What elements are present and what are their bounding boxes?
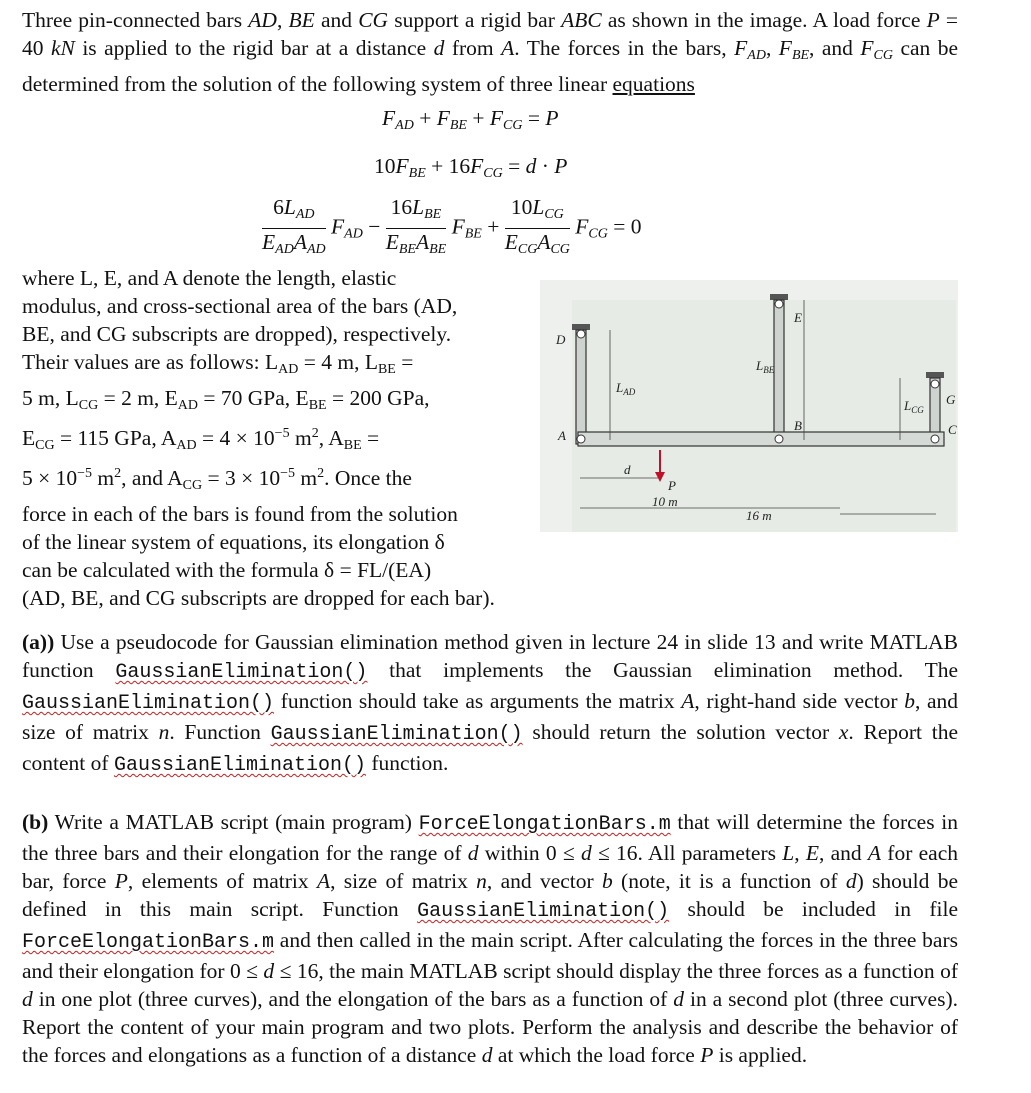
text: from bbox=[444, 36, 502, 60]
text: AD bbox=[248, 8, 277, 32]
equation-block bbox=[22, 98, 958, 264]
label-dist-d: d bbox=[624, 462, 631, 477]
text: ABC bbox=[561, 8, 602, 32]
function-name: GaussianElimination() bbox=[22, 692, 275, 715]
file-name: ForceElongationBars.m bbox=[418, 813, 671, 836]
text: kN bbox=[50, 36, 75, 60]
text: BE bbox=[791, 48, 810, 63]
text: equations bbox=[612, 72, 695, 96]
text: P bbox=[926, 8, 940, 32]
function-name: GaussianElimination() bbox=[113, 754, 366, 777]
text: F bbox=[778, 36, 792, 60]
text: , bbox=[765, 36, 779, 60]
text: support a rigid bar bbox=[388, 8, 562, 32]
support-d bbox=[572, 324, 590, 330]
support-e bbox=[770, 294, 788, 300]
part-a-label: (a)) bbox=[22, 630, 55, 654]
bar-be bbox=[774, 300, 784, 444]
pin-c bbox=[931, 435, 939, 443]
label-lad: $L_{AD}$ bbox=[616, 380, 636, 397]
label-b: B bbox=[794, 418, 802, 433]
equation-3: $\frac{6L_{AD}}{E_{AD}A_{AD}}$ $F_{AD}$ − $\frac{16L_{BE}}{E_{BE}A_{BE}}$ $F_{BE}$ + $\frac{10L_{CG}}{E_{CG}A_{CG}}$ $F_{CG} = 0$ bbox=[262, 195, 642, 257]
text: d bbox=[433, 36, 445, 60]
label-a: A bbox=[558, 428, 566, 443]
text: = 40 bbox=[22, 8, 959, 60]
text: AD bbox=[747, 48, 766, 63]
problem-page bbox=[22, 6, 958, 1069]
pin-g bbox=[931, 380, 939, 388]
equation-2: $10F_{BE} + 16F_{CG} = d \cdot P$ bbox=[374, 154, 568, 181]
label-c: C bbox=[948, 422, 957, 437]
text: and bbox=[314, 8, 359, 32]
text: BE bbox=[288, 8, 315, 32]
bar-system-figure bbox=[540, 280, 958, 532]
text: , and bbox=[809, 36, 861, 60]
text: can be determined from the solution of the following system of three linear bbox=[22, 36, 959, 96]
rigid-bar-abc bbox=[578, 432, 944, 446]
text: F bbox=[734, 36, 748, 60]
pin-a bbox=[577, 435, 585, 443]
label-16m: 16 m bbox=[746, 508, 772, 523]
part-b-label: (b) bbox=[22, 810, 49, 834]
text: CG bbox=[358, 8, 389, 32]
bar-ad bbox=[576, 330, 586, 444]
pin-b bbox=[775, 435, 783, 443]
pin-e bbox=[775, 300, 783, 308]
text: as shown in the image. A load force bbox=[601, 8, 927, 32]
label-lbe: $L_{BE}$ bbox=[756, 358, 775, 375]
text: A bbox=[501, 36, 515, 60]
pin-d bbox=[577, 330, 585, 338]
intro-paragraph bbox=[22, 6, 958, 98]
label-lcg: $L_{CG}$ bbox=[904, 398, 924, 415]
figure-panel bbox=[572, 300, 956, 532]
label-e: E bbox=[794, 310, 802, 325]
support-g bbox=[926, 372, 944, 378]
file-name: ForceElongationBars.m bbox=[22, 931, 275, 954]
text: . The forces in the bars, bbox=[514, 36, 735, 60]
text: F bbox=[860, 36, 874, 60]
function-name: GaussianElimination() bbox=[417, 900, 670, 923]
text: Three pin-connected bars bbox=[22, 8, 249, 32]
label-10m: 10 m bbox=[652, 494, 678, 509]
part-b-paragraph: (b) Write a MATLAB script (main program) ForceElongationBars.m that will determine the forces in the three bars and their elongation for the range of d within 0 ≤ d ≤ 16. All parameters L, E, and A for each bar, force P, elements of matrix A, size of matrix n, and vector b (note, it is a function of d) should be defined in this main script. Function GaussianElimination() should be included in file ForceElongationBars.m and then called in the main script. After calculating the forces in the three bars and their elongation for 0 ≤ d ≤ 16, the main MATLAB script should display the three forces as a function of d in one plot (three curves), and the elongation of the bars as a function of d in a second plot (three curves). Report the content of your main program and two plots. Perform the analysis and describe the behavior of the forces and elongations as a function of a distance d at which the load force P is applied. bbox=[22, 810, 959, 1067]
equation-1: $F_{AD} + F_{BE} + F_{CG} = P$ bbox=[382, 106, 559, 133]
text: CG bbox=[873, 48, 893, 63]
text: , bbox=[276, 8, 289, 32]
definition-paragraph: where L, E, and A denote the length, elastic modulus, and cross-sectional area of the bars (AD, BE, and CG subscripts are dropped), respectively. Their values are as follows: $L_{AD} = 4$ m, $L_{BE}$ = 5 m, $L_{CG} = 2$ m, $E_{AD} = 70$ GPa, $E_{BE} = 200$ GPa, $E_{CG} = 115$ GPa, $A_{AD} = 4 \times 10^{-5}$ $m^2$, $A_{BE}$ = $5 \times 10^{-5}$ $m^2$, and $A_{CG} = 3 \times 10^{-5}$ $m^2$. Once the force in each of the bars is found from the solution of the linear system of equations, its elongation δ can be calculated with the formula δ = FL/(EA) (AD, BE, and CG subscripts are dropped for each bar). bbox=[22, 266, 495, 611]
definition-text bbox=[22, 264, 515, 612]
label-d: D bbox=[556, 332, 566, 347]
label-p: P bbox=[668, 478, 676, 493]
function-name: GaussianElimination() bbox=[115, 661, 368, 684]
text: is applied to the rigid bar at a distance bbox=[74, 36, 434, 60]
part-a-paragraph: (a)) Use a pseudocode for Gaussian elimination method given in lecture 24 in slide 13 and write MATLAB function GaussianElimination() that implements the Gaussian elimination method. The GaussianElimination() function should take as arguments the matrix A, right-hand side vector b, and size of matrix n. Function GaussianElimination() should return the solution vector x. Report the content of GaussianElimination() function. bbox=[22, 630, 958, 777]
function-name: GaussianElimination() bbox=[270, 723, 523, 746]
label-g: G bbox=[946, 392, 956, 407]
middle-section bbox=[22, 264, 958, 614]
